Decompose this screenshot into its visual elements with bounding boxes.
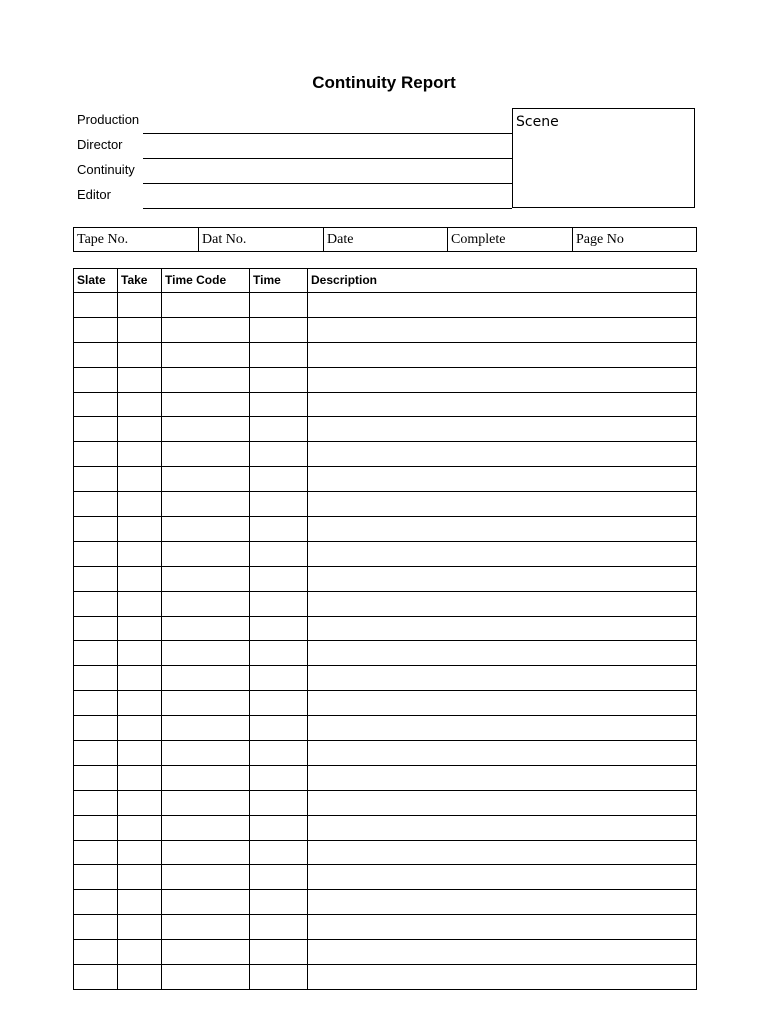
table-row xyxy=(74,342,697,367)
slate-cell[interactable] xyxy=(74,716,118,741)
description-cell[interactable] xyxy=(308,442,697,467)
time-cell[interactable] xyxy=(250,765,308,790)
take-cell[interactable] xyxy=(118,317,162,342)
time-cell[interactable] xyxy=(250,940,308,965)
description-cell[interactable] xyxy=(308,641,697,666)
description-cell[interactable] xyxy=(308,965,697,990)
time-cell[interactable] xyxy=(250,442,308,467)
take-cell[interactable] xyxy=(118,367,162,392)
description-cell[interactable] xyxy=(308,342,697,367)
slate-cell[interactable] xyxy=(74,890,118,915)
table-row xyxy=(74,940,697,965)
time-code-cell[interactable] xyxy=(162,616,250,641)
time-cell[interactable] xyxy=(250,815,308,840)
time-cell[interactable] xyxy=(250,790,308,815)
description-cell[interactable] xyxy=(308,591,697,616)
table-row xyxy=(74,467,697,492)
description-cell[interactable] xyxy=(308,915,697,940)
description-cell[interactable] xyxy=(308,616,697,641)
time-code-cell[interactable] xyxy=(162,566,250,591)
complete-cell[interactable]: Complete xyxy=(448,228,573,252)
take-cell[interactable] xyxy=(118,641,162,666)
time-cell[interactable] xyxy=(250,741,308,766)
take-cell[interactable] xyxy=(118,741,162,766)
time-cell[interactable] xyxy=(250,915,308,940)
column-header-slate: Slate xyxy=(74,269,118,293)
table-row xyxy=(74,417,697,442)
slate-cell[interactable] xyxy=(74,815,118,840)
time-code-cell[interactable] xyxy=(162,815,250,840)
take-cell[interactable] xyxy=(118,591,162,616)
take-cell[interactable] xyxy=(118,492,162,517)
date-cell[interactable]: Date xyxy=(324,228,448,252)
time-code-cell[interactable] xyxy=(162,492,250,517)
take-cell[interactable] xyxy=(118,293,162,318)
description-cell[interactable] xyxy=(308,517,697,542)
table-row xyxy=(74,616,697,641)
time-code-cell[interactable] xyxy=(162,293,250,318)
table-row xyxy=(74,293,697,318)
time-cell[interactable] xyxy=(250,293,308,318)
take-cell[interactable] xyxy=(118,915,162,940)
scene-box[interactable] xyxy=(512,108,695,208)
table-row xyxy=(74,865,697,890)
description-cell[interactable] xyxy=(308,840,697,865)
take-cell[interactable] xyxy=(118,417,162,442)
take-cell[interactable] xyxy=(118,566,162,591)
time-cell[interactable] xyxy=(250,965,308,990)
take-cell[interactable] xyxy=(118,865,162,890)
slate-cell[interactable] xyxy=(74,641,118,666)
page-no-cell[interactable]: Page No xyxy=(573,228,697,252)
time-code-cell[interactable] xyxy=(162,367,250,392)
slate-cell[interactable] xyxy=(74,517,118,542)
slate-cell[interactable] xyxy=(74,790,118,815)
time-code-cell[interactable] xyxy=(162,741,250,766)
log-body xyxy=(74,293,697,990)
time-cell[interactable] xyxy=(250,591,308,616)
table-row xyxy=(74,442,697,467)
time-cell[interactable] xyxy=(250,616,308,641)
description-cell[interactable] xyxy=(308,691,697,716)
description-cell[interactable] xyxy=(308,293,697,318)
time-cell[interactable] xyxy=(250,392,308,417)
slate-cell[interactable] xyxy=(74,940,118,965)
slate-cell[interactable] xyxy=(74,492,118,517)
continuity-line-top[interactable] xyxy=(143,158,512,159)
time-cell[interactable] xyxy=(250,467,308,492)
table-row xyxy=(74,591,697,616)
description-cell[interactable] xyxy=(308,815,697,840)
slate-cell[interactable] xyxy=(74,293,118,318)
take-cell[interactable] xyxy=(118,691,162,716)
column-header-take: Take xyxy=(118,269,162,293)
time-cell[interactable] xyxy=(250,716,308,741)
description-cell[interactable] xyxy=(308,367,697,392)
table-row xyxy=(74,965,697,990)
time-code-cell[interactable] xyxy=(162,940,250,965)
slate-cell[interactable] xyxy=(74,965,118,990)
time-cell[interactable] xyxy=(250,517,308,542)
time-cell[interactable] xyxy=(250,840,308,865)
take-cell[interactable] xyxy=(118,616,162,641)
time-code-cell[interactable] xyxy=(162,641,250,666)
table-row xyxy=(74,566,697,591)
time-code-cell[interactable] xyxy=(162,342,250,367)
time-code-cell[interactable] xyxy=(162,392,250,417)
description-cell[interactable] xyxy=(308,741,697,766)
time-cell[interactable] xyxy=(250,641,308,666)
time-code-cell[interactable] xyxy=(162,691,250,716)
time-code-cell[interactable] xyxy=(162,915,250,940)
table-row xyxy=(74,517,697,542)
time-code-cell[interactable] xyxy=(162,417,250,442)
take-cell[interactable] xyxy=(118,790,162,815)
description-cell[interactable] xyxy=(308,392,697,417)
time-code-cell[interactable] xyxy=(162,541,250,566)
slate-cell[interactable] xyxy=(74,367,118,392)
table-row xyxy=(74,541,697,566)
time-cell[interactable] xyxy=(250,492,308,517)
time-cell[interactable] xyxy=(250,417,308,442)
table-row xyxy=(74,691,697,716)
scene-label: Scene xyxy=(516,114,559,130)
editor-line-top[interactable] xyxy=(143,183,512,184)
director-label: Director xyxy=(77,137,123,152)
description-cell[interactable] xyxy=(308,765,697,790)
column-header-time: Time xyxy=(250,269,308,293)
time-code-cell[interactable] xyxy=(162,790,250,815)
slate-cell[interactable] xyxy=(74,666,118,691)
slate-cell[interactable] xyxy=(74,566,118,591)
table-row xyxy=(74,392,697,417)
take-cell[interactable] xyxy=(118,541,162,566)
table-row xyxy=(74,790,697,815)
slate-cell[interactable] xyxy=(74,840,118,865)
time-cell[interactable] xyxy=(250,566,308,591)
description-cell[interactable] xyxy=(308,417,697,442)
take-cell[interactable] xyxy=(118,890,162,915)
time-code-cell[interactable] xyxy=(162,865,250,890)
time-code-cell[interactable] xyxy=(162,716,250,741)
editor-line[interactable] xyxy=(143,208,512,209)
take-cell[interactable] xyxy=(118,965,162,990)
time-code-cell[interactable] xyxy=(162,840,250,865)
description-cell[interactable] xyxy=(308,566,697,591)
table-row xyxy=(74,641,697,666)
slate-cell[interactable] xyxy=(74,392,118,417)
description-cell[interactable] xyxy=(308,492,697,517)
time-code-cell[interactable] xyxy=(162,765,250,790)
time-code-cell[interactable] xyxy=(162,965,250,990)
table-row xyxy=(74,741,697,766)
table-row xyxy=(74,890,697,915)
time-cell[interactable] xyxy=(250,367,308,392)
time-code-cell[interactable] xyxy=(162,517,250,542)
slate-cell[interactable] xyxy=(74,417,118,442)
slate-cell[interactable] xyxy=(74,865,118,890)
slate-cell[interactable] xyxy=(74,342,118,367)
slate-cell[interactable] xyxy=(74,591,118,616)
slate-cell[interactable] xyxy=(74,442,118,467)
page-title: Continuity Report xyxy=(312,73,456,92)
time-cell[interactable] xyxy=(250,691,308,716)
take-cell[interactable] xyxy=(118,716,162,741)
take-cell[interactable] xyxy=(118,442,162,467)
time-cell[interactable] xyxy=(250,342,308,367)
take-cell[interactable] xyxy=(118,840,162,865)
time-code-cell[interactable] xyxy=(162,591,250,616)
take-cell[interactable] xyxy=(118,517,162,542)
time-code-cell[interactable] xyxy=(162,890,250,915)
description-cell[interactable] xyxy=(308,317,697,342)
production-label: Production xyxy=(77,112,140,127)
table-row xyxy=(74,765,697,790)
description-cell[interactable] xyxy=(308,716,697,741)
column-header-time-code: Time Code xyxy=(162,269,250,293)
column-header-description: Description xyxy=(308,269,697,293)
take-cell[interactable] xyxy=(118,940,162,965)
time-cell[interactable] xyxy=(250,865,308,890)
description-cell[interactable] xyxy=(308,467,697,492)
slate-cell[interactable] xyxy=(74,741,118,766)
table-row xyxy=(74,492,697,517)
tape-no-cell[interactable]: Tape No. xyxy=(74,228,199,252)
take-cell[interactable] xyxy=(118,467,162,492)
info-table xyxy=(73,227,697,252)
time-cell[interactable] xyxy=(250,890,308,915)
time-code-cell[interactable] xyxy=(162,442,250,467)
time-cell[interactable] xyxy=(250,666,308,691)
table-row xyxy=(74,367,697,392)
time-code-cell[interactable] xyxy=(162,467,250,492)
table-row xyxy=(74,915,697,940)
continuity-label: Continuity xyxy=(77,162,135,177)
dat-no-cell[interactable]: Dat No. xyxy=(199,228,324,252)
table-row xyxy=(74,840,697,865)
table-row xyxy=(74,815,697,840)
table-row xyxy=(74,716,697,741)
take-cell[interactable] xyxy=(118,765,162,790)
table-row xyxy=(74,317,697,342)
take-cell[interactable] xyxy=(118,666,162,691)
time-cell[interactable] xyxy=(250,317,308,342)
take-cell[interactable] xyxy=(118,815,162,840)
slate-cell[interactable] xyxy=(74,616,118,641)
time-cell[interactable] xyxy=(250,541,308,566)
table-row xyxy=(74,666,697,691)
take-cell[interactable] xyxy=(118,392,162,417)
continuity-log-table xyxy=(73,268,697,990)
take-cell[interactable] xyxy=(118,342,162,367)
description-cell[interactable] xyxy=(308,666,697,691)
slate-cell[interactable] xyxy=(74,467,118,492)
slate-cell[interactable] xyxy=(74,691,118,716)
description-cell[interactable] xyxy=(308,890,697,915)
description-cell[interactable] xyxy=(308,865,697,890)
description-cell[interactable] xyxy=(308,790,697,815)
editor-label: Editor xyxy=(77,187,111,202)
slate-cell[interactable] xyxy=(74,317,118,342)
description-cell[interactable] xyxy=(308,541,697,566)
director-line-top[interactable] xyxy=(143,133,512,134)
description-cell[interactable] xyxy=(308,940,697,965)
slate-cell[interactable] xyxy=(74,541,118,566)
slate-cell[interactable] xyxy=(74,915,118,940)
time-code-cell[interactable] xyxy=(162,666,250,691)
slate-cell[interactable] xyxy=(74,765,118,790)
time-code-cell[interactable] xyxy=(162,317,250,342)
